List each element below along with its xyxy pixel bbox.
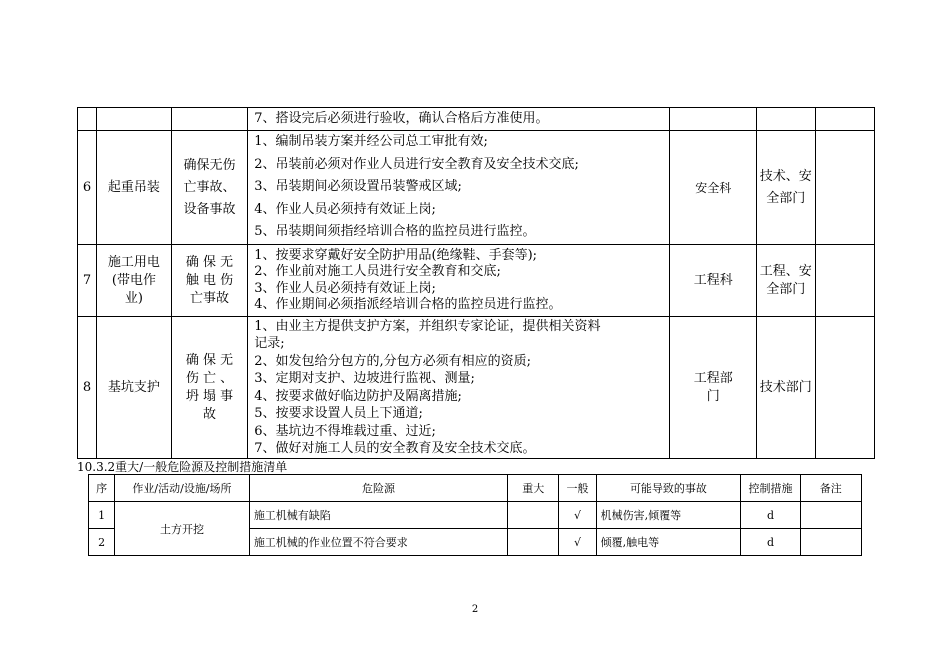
measure-line: 3、吊装期间必须设置吊装警戒区域; [254,179,462,195]
accident-line: 故 [202,406,216,422]
header-major: 重大 [508,475,559,502]
accident-line: 触 电 伤 [185,272,234,288]
accident-line: 设备事故 [183,201,236,217]
activity-group-cell: 土方开挖 [115,502,250,556]
accident-cell: 倾覆,触电等 [596,529,741,556]
measure-line: 1、由业主方提供支护方案，并组织专家论证，提供相关资料 [254,318,601,334]
major-cell [508,529,559,556]
hazard-cell: 施工机械有缺陷 [249,502,507,529]
department-line: 工程部 [693,370,733,386]
measure-cell [248,245,670,317]
activity-line: 业) [124,290,143,306]
activity-cell: 起重吊装 [97,131,172,245]
index-cell: 7 [78,245,97,317]
header-index: 序 [89,475,115,502]
accident-cell [171,108,248,131]
accident-line: 亡事故 [189,290,229,306]
cooperation-line: 全部门 [766,281,806,297]
measure-cell [248,131,670,245]
index-cell: 2 [89,529,115,556]
measure-cell [248,317,670,459]
activity-cell [97,245,172,317]
accident-line: 亡事故、 [183,179,236,195]
table-row [78,108,875,131]
accident-line: 确 保 无 [185,254,234,270]
header-hazard: 危险源 [249,475,507,502]
department-cell [670,317,757,459]
cooperation-cell [757,245,815,317]
control-cell: d [741,529,800,556]
measure-line: 3、作业人员必须持有效证上岗; [254,280,436,296]
note-cell [815,131,875,245]
accident-cell [171,245,248,317]
note-cell [800,502,861,529]
accident-line: 坍 塌 事 [185,388,234,404]
note-cell [815,317,875,459]
note-cell [815,245,875,317]
measure-line: 6、基坑边不得堆载过重、过近; [254,423,436,439]
measure-line: 1、编制吊装方案并经公司总工审批有效; [254,134,488,150]
cooperation-line: 工程、安 [759,263,812,279]
department-line: 门 [706,388,720,404]
cooperation-line: 技术、安 [759,168,812,184]
activity-line: (带电作 [111,272,156,288]
department-cell: 工程科 [670,245,757,317]
accident-line: 伤 亡 、 [185,370,234,386]
cooperation-cell [757,131,815,245]
measure-line: 5、按要求设置人员上下通道; [254,406,423,421]
control-cell: d [741,502,800,529]
table-header-row [89,475,862,502]
measure-line: 记录; [254,336,285,351]
measure-line: 7、搭设完后必须进行验收，确认合格后方准使用。 [254,111,549,126]
department-cell [670,108,757,131]
accident-line: 确 保 无 [185,352,234,368]
activity-line: 施工用电 [107,254,160,270]
hazard-control-table [77,107,875,459]
header-activity: 作业/活动/设施/场所 [115,475,250,502]
measure-line: 7、做好对施工人员的安全教育及安全技术交底。 [254,441,536,456]
table-row [78,317,875,459]
measure-line: 2、吊装前必须对作业人员进行安全教育及安全技术交底; [254,156,579,172]
cooperation-cell: 技术部门 [757,317,815,459]
measure-line: 4、作业人员必须持有效证上岗; [254,201,436,217]
activity-cell: 基坑支护 [97,317,172,459]
measure-line: 5、吊装期间须指经培训合格的监控员进行监控。 [254,224,536,240]
accident-line: 确保无伤 [183,157,236,173]
hazard-cell: 施工机械的作业位置不符合要求 [249,529,507,556]
general-cell: √ [559,502,596,529]
hazard-list-table [88,474,862,556]
index-cell [78,108,97,131]
page-number: 2 [471,604,479,615]
table-row [89,502,862,529]
note-cell [815,108,875,131]
table-row [78,245,875,317]
index-cell: 8 [78,317,97,459]
general-cell: √ [559,529,596,556]
table-row [78,131,875,245]
accident-cell [171,131,248,245]
note-cell [800,529,861,556]
header-general: 一般 [559,475,596,502]
department-cell: 安全科 [670,131,757,245]
cooperation-line: 全部门 [766,190,806,206]
major-cell [508,502,559,529]
header-control: 控制措施 [741,475,800,502]
measure-line: 2、作业前对施工人员进行安全教育和交底; [254,264,501,279]
cooperation-cell [757,108,815,131]
index-cell: 1 [89,502,115,529]
measure-line: 4、作业期间必须指派经培训合格的监控员进行监控。 [254,297,562,312]
index-cell: 6 [78,131,97,245]
section-title: 10.3.2重大/一般危险源及控制措施清单 [77,460,288,474]
measure-line: 4、按要求做好临边防护及隔离措施; [254,388,462,404]
accident-cell [171,317,248,459]
measure-line: 3、定期对支护、边坡进行监视、测量; [254,371,475,386]
activity-cell [97,108,172,131]
measure-line: 1、按要求穿戴好安全防护用品(绝缘鞋、手套等); [254,247,538,263]
header-note: 备注 [800,475,861,502]
measure-line: 2、如发包给分包方的,分包方必须有相应的资质; [254,353,532,369]
header-accident: 可能导致的事故 [596,475,741,502]
accident-cell: 机械伤害,倾覆等 [596,502,741,529]
measure-cell [248,108,670,131]
